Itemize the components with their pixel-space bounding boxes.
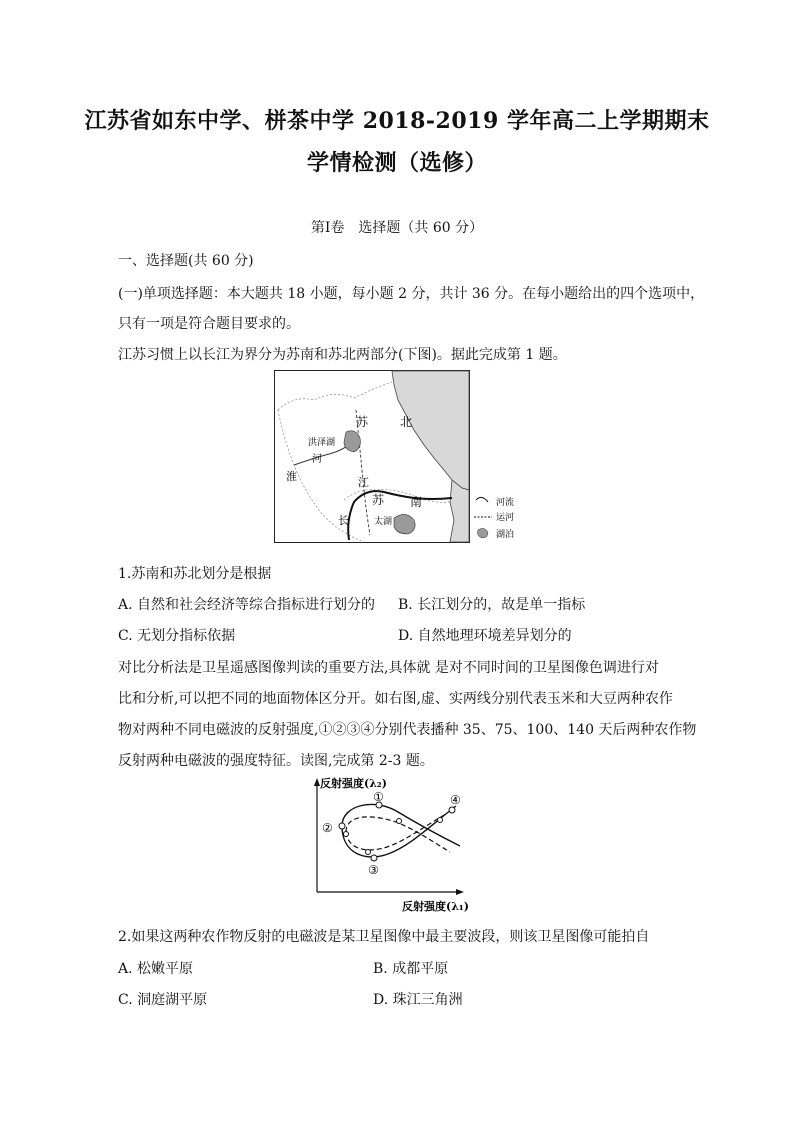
legend-canal-label: 运河 bbox=[496, 513, 515, 523]
q1-stem: 1.苏南和苏北划分是根据 bbox=[118, 566, 272, 582]
solid-curve-soybean bbox=[342, 804, 460, 856]
q23-intro-line3: 物对两种不同电磁波的反射强度,①②③④分别代表播种 35、75、100、140 天后两种农作物 bbox=[118, 722, 697, 738]
point-dashed-3 bbox=[366, 850, 371, 855]
q23-intro-line2: 比和分析,可以把不同的地面物体区分开。如右图,虚、实两线分别代表玉米和大豆两种农作 bbox=[118, 691, 673, 707]
q1-intro: 江苏习惯上以长江为界分为苏南和苏北两部分(下图)。据此完成第 1 题。 bbox=[118, 347, 567, 363]
sea-area-south bbox=[450, 480, 469, 542]
point-3 bbox=[371, 855, 377, 861]
q2-option-b: B. 成都平原 bbox=[373, 961, 449, 977]
legend-lake-label: 湖泊 bbox=[496, 530, 515, 540]
q2-stem: 2.如果这两种农作物反射的电磁波是某卫星图像中最主要波段，则该卫星图像可能拍自 bbox=[118, 929, 650, 945]
point-2 bbox=[339, 823, 345, 829]
label-bei: 北 bbox=[400, 415, 413, 429]
y-axis-label: 反射强度(λ₂) bbox=[320, 777, 387, 790]
point-4 bbox=[449, 807, 455, 813]
point-label-2: ② bbox=[322, 821, 333, 835]
q1-option-a: A. 自然和社会经济等综合指标进行划分的 bbox=[118, 597, 376, 613]
x-axis-label: 反射强度(λ₁) bbox=[402, 900, 469, 913]
jiangsu-map bbox=[274, 370, 524, 544]
point-label-1: ① bbox=[373, 790, 384, 804]
q2-option-a: A. 松嫩平原 bbox=[118, 961, 194, 977]
point-label-4: ④ bbox=[450, 793, 461, 807]
point-dashed-4 bbox=[438, 818, 443, 823]
legend-river-symbol bbox=[476, 497, 488, 502]
label-su-north: 苏 bbox=[356, 415, 369, 429]
legend-lake-symbol bbox=[478, 528, 489, 538]
section-header: 第Ⅰ卷 选择题（共 60 分） bbox=[310, 220, 484, 236]
label-jiang: 江 bbox=[358, 476, 369, 489]
part-one-heading: 一、选择题(共 60 分) bbox=[118, 253, 254, 269]
q23-intro-line4: 反射两种电磁波的强度特征。读图,完成第 2-3 题。 bbox=[118, 753, 434, 769]
document-title-line2: 学情检测（选修） bbox=[306, 150, 487, 176]
label-nan: 南 bbox=[410, 495, 423, 509]
q1-option-d: D. 自然地理环境差异划分的 bbox=[398, 628, 572, 644]
hongze-lake-shape bbox=[344, 431, 360, 452]
x-axis-arrow bbox=[456, 889, 464, 895]
q1-option-b: B. 长江划分的，故是单一指标 bbox=[398, 597, 586, 613]
label-chang: 长 bbox=[338, 514, 349, 527]
label-taihu: 太湖 bbox=[374, 517, 393, 527]
q1-option-c: C. 无划分指标依据 bbox=[118, 628, 236, 644]
label-he: 河 bbox=[312, 454, 322, 465]
point-dashed-2 bbox=[344, 832, 349, 837]
q2-option-c: C. 洞庭湖平原 bbox=[118, 992, 208, 1008]
document-title-line1: 江苏省如东中学、栟茶中学 2018-2019 学年高二上学期期末 bbox=[84, 108, 710, 134]
point-label-3: ③ bbox=[368, 863, 379, 877]
q2-option-d: D. 珠江三角洲 bbox=[373, 992, 463, 1008]
label-su-south: 苏 bbox=[372, 493, 385, 507]
reflectance-graph bbox=[306, 774, 484, 914]
legend-river-label: 河流 bbox=[496, 498, 515, 508]
label-huai: 淮 bbox=[286, 470, 297, 483]
q23-intro-line1: 对比分析法是卫星遥感图像判读的重要方法,具体就 是对不同时间的卫星图像色调进行对 bbox=[118, 660, 659, 676]
instructions-line1: (一)单项选择题：本大题共 18 小题，每小题 2 分，共计 36 分。在每小题给出的四个选项中， bbox=[118, 286, 705, 302]
instructions-line2: 只有一项是符合题目要求的。 bbox=[118, 316, 300, 332]
label-hongze: 洪泽湖 bbox=[308, 438, 336, 448]
point-dashed-1 bbox=[397, 819, 402, 824]
